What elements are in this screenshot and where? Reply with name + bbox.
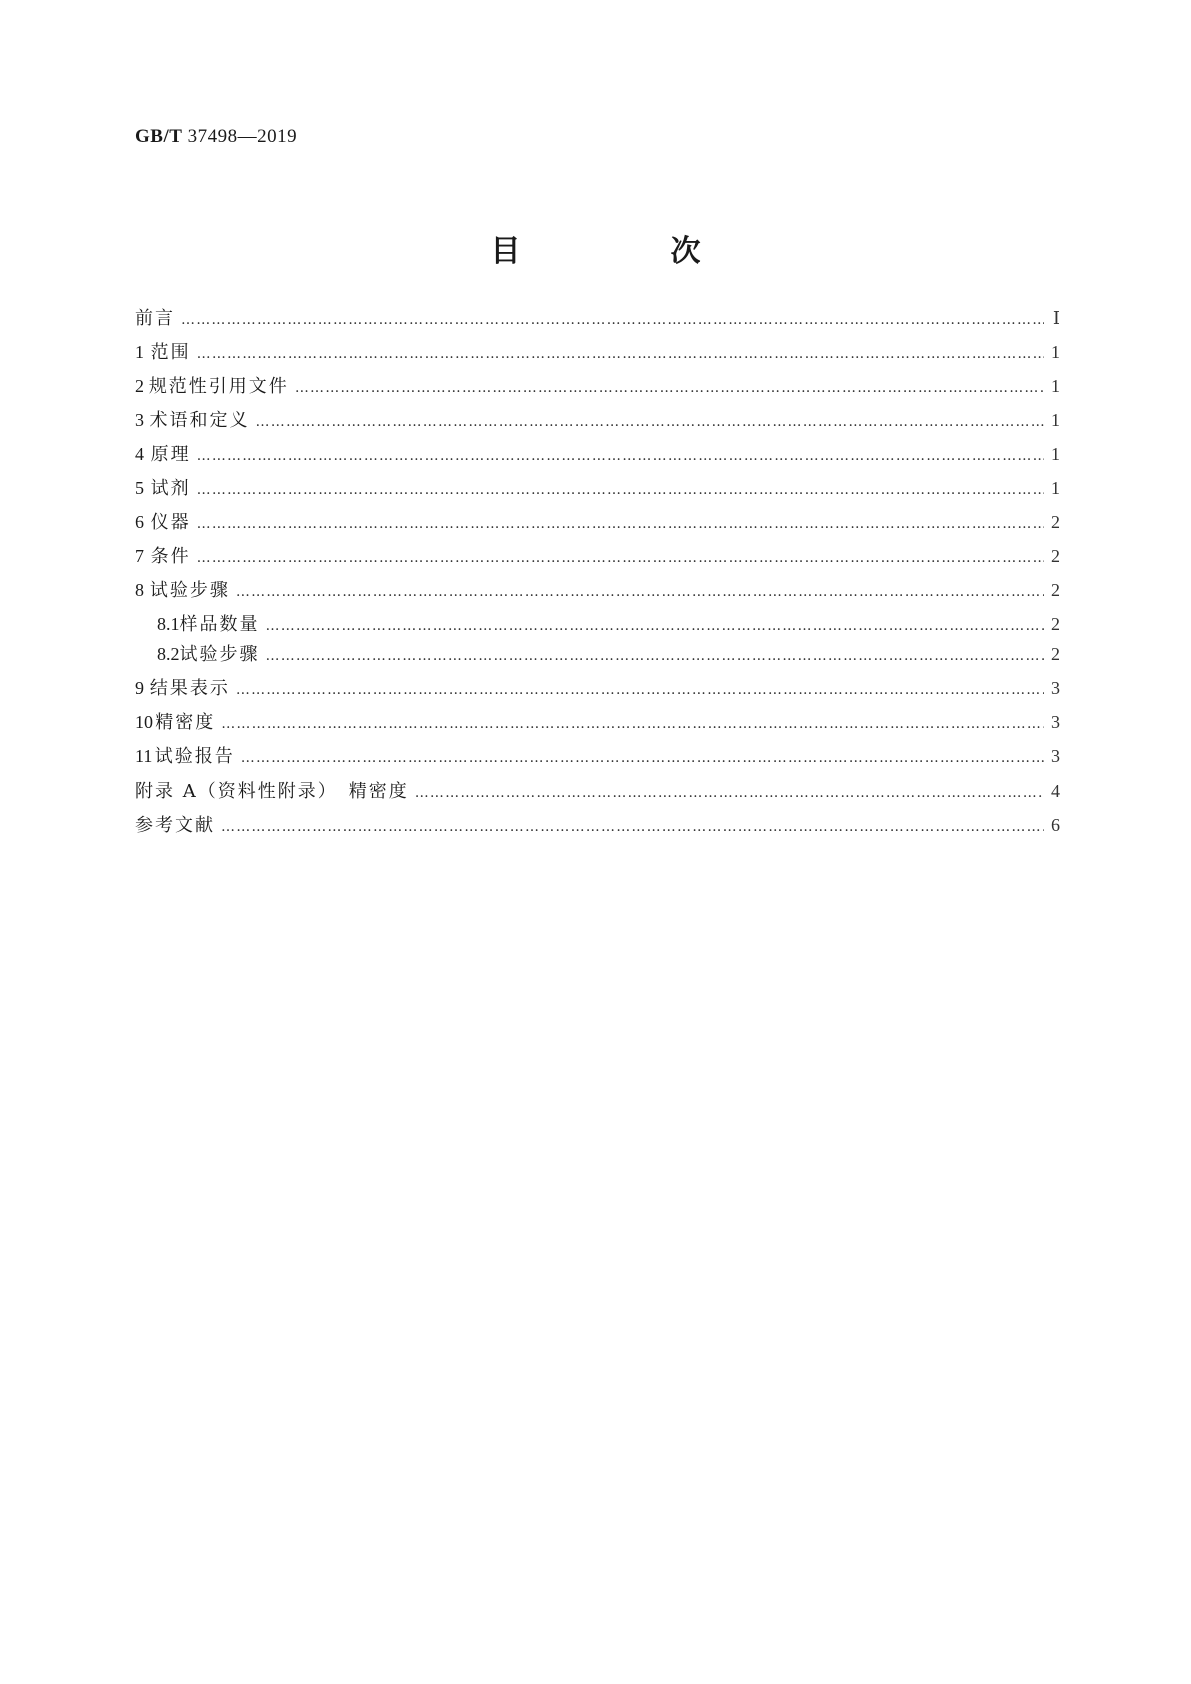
toc-leader — [197, 341, 1044, 367]
toc-page: 1 — [1051, 342, 1060, 362]
toc-label: 试验步骤 — [179, 644, 260, 665]
toc-leader — [181, 307, 1044, 333]
toc-label: 试验步骤 — [149, 580, 230, 601]
toc-entry-3[interactable] — [135, 407, 1060, 433]
toc-label: 前言 — [135, 308, 175, 329]
toc-label: 条件 — [150, 546, 191, 567]
toc-number: 8.2 — [157, 644, 180, 664]
toc-leader — [197, 511, 1044, 537]
toc-number: 11 — [135, 746, 153, 766]
toc-leader — [221, 711, 1044, 737]
toc-label: 规范性引用文件 — [148, 376, 289, 397]
toc-number: 10 — [135, 712, 153, 732]
toc-leader — [221, 814, 1044, 840]
toc-leader — [241, 745, 1044, 771]
toc-entry-6[interactable] — [135, 509, 1060, 535]
toc-number: 7 — [135, 546, 144, 566]
toc-leader — [197, 443, 1044, 469]
toc-page: 1 — [1051, 444, 1060, 464]
toc-page: 1 — [1051, 478, 1060, 498]
toc-page: 6 — [1051, 815, 1060, 835]
toc-leader — [197, 477, 1044, 503]
toc-leader — [236, 579, 1044, 605]
toc-number: 5 — [135, 478, 144, 498]
toc-entry-10[interactable] — [135, 709, 1060, 735]
toc-entry-5[interactable] — [135, 475, 1060, 501]
toc-label: 结果表示 — [149, 678, 230, 699]
toc-label: 参考文献 — [135, 815, 215, 836]
toc-page: 2 — [1051, 644, 1060, 664]
toc-number: 4 — [135, 444, 144, 464]
toc-number: 1 — [135, 342, 144, 362]
toc-entry-8[interactable] — [135, 577, 1060, 603]
toc-label: 试剂 — [150, 478, 191, 499]
toc-page: 1 — [1051, 376, 1060, 396]
standard-code: GB/T — [135, 126, 183, 147]
toc-number: 3 — [135, 410, 144, 430]
toc-label: 仪器 — [150, 512, 191, 533]
toc-entry-bibliography[interactable] — [135, 812, 1060, 838]
toc-page: 2 — [1051, 580, 1060, 600]
toc-entry-8-1[interactable] — [157, 611, 1060, 637]
toc-entry-4[interactable] — [135, 441, 1060, 467]
toc-page: Ⅰ — [1052, 308, 1060, 328]
toc-label: 范围 — [150, 342, 191, 363]
standard-number — [135, 126, 297, 148]
toc-number: 6 — [135, 512, 144, 532]
toc-entry-1[interactable] — [135, 339, 1060, 365]
toc-label: 样品数量 — [179, 614, 260, 635]
toc-label: 精密度 — [155, 712, 216, 733]
toc-page: 4 — [1051, 781, 1060, 801]
toc-leader — [197, 545, 1044, 571]
toc-number: 9 — [135, 678, 144, 698]
toc-label: 附录 A（资料性附录） 精密度 — [135, 781, 409, 802]
toc-page: 2 — [1051, 512, 1060, 532]
toc-leader — [256, 409, 1044, 435]
toc-label: 试验报告 — [154, 746, 235, 767]
toc-page: 3 — [1051, 678, 1060, 698]
toc-leader — [295, 375, 1044, 401]
toc-page: 2 — [1051, 614, 1060, 634]
toc-entry-8-2[interactable] — [157, 641, 1060, 667]
toc-entry-11[interactable] — [135, 743, 1060, 769]
toc-label: 原理 — [150, 444, 191, 465]
toc-entry-7[interactable] — [135, 543, 1060, 569]
toc-leader — [266, 613, 1045, 639]
toc-number: 2 — [135, 376, 144, 396]
toc-number: 8.1 — [157, 614, 180, 634]
toc-page: 2 — [1051, 546, 1060, 566]
toc-entry-foreword[interactable] — [135, 305, 1060, 331]
toc-leader — [236, 677, 1044, 703]
toc-entry-annex-a[interactable] — [135, 778, 1060, 804]
toc-page: 3 — [1051, 712, 1060, 732]
toc-number: 8 — [135, 580, 144, 600]
toc-entry-9[interactable] — [135, 675, 1060, 701]
toc-title: 目 次 — [490, 234, 761, 269]
toc-page: 1 — [1051, 410, 1060, 430]
toc-leader — [266, 643, 1045, 669]
toc-label: 术语和定义 — [149, 410, 250, 431]
toc-page: 3 — [1051, 746, 1060, 766]
standard-year-number: 37498—2019 — [187, 126, 298, 147]
toc-entry-2[interactable] — [135, 373, 1060, 399]
toc-leader — [415, 780, 1044, 806]
